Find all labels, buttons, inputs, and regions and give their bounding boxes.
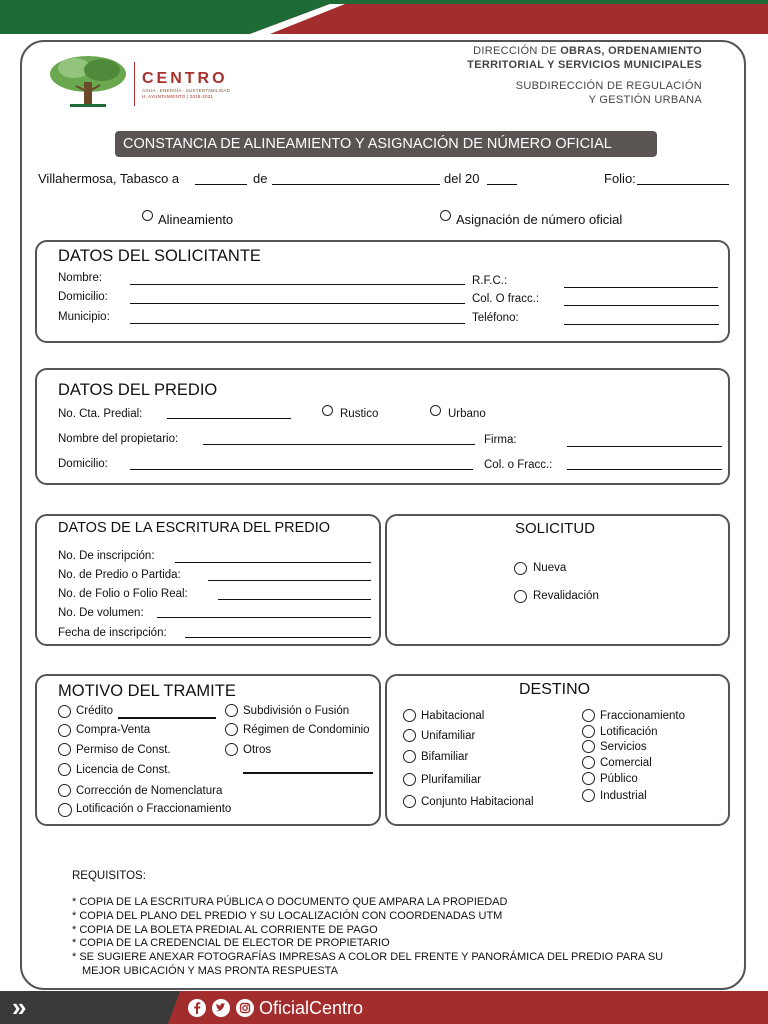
- otros-field[interactable]: [243, 772, 373, 774]
- correccion-label: Corrección de Nomenclatura: [76, 785, 223, 797]
- industrial-label: Industrial: [600, 790, 647, 802]
- cta-predial-field[interactable]: [167, 418, 291, 419]
- lotificacion-label: Lotificación: [600, 726, 658, 738]
- chevrons-icon: »: [12, 992, 27, 1022]
- predio-col-field[interactable]: [567, 469, 722, 470]
- compra-venta-label: Compra-Venta: [76, 724, 151, 736]
- destino-title: DESTINO: [519, 681, 591, 698]
- header-line3: SUBDIRECCIÓN DE REGULACIÓN: [515, 80, 702, 92]
- logo-divider: [134, 62, 135, 106]
- predio-col-label: Col. o Fracc.:: [484, 459, 553, 471]
- predio-domicilio-label: Domicilio:: [58, 458, 108, 470]
- comercial-label: Comercial: [600, 757, 652, 769]
- requisitos-title: REQUISITOS:: [72, 870, 146, 882]
- municipio-label: Municipio:: [58, 311, 110, 323]
- de-label: de: [253, 171, 268, 186]
- requisito-3: * COPIA DE LA BOLETA PREDIAL AL CORRIENTE DE PAGO: [72, 924, 378, 936]
- servicios-radio[interactable]: [582, 740, 595, 753]
- folio-field[interactable]: [637, 184, 729, 185]
- volumen-label: No. De volumen:: [58, 607, 144, 619]
- requisito-5: * SE SUGIERE ANEXAR FOTOGRAFÍAS IMPRESAS A COLOR DEL FRENTE Y PANORÁMICA DEL PREDIO PARA SU: [72, 951, 664, 963]
- col-fracc-field[interactable]: [564, 305, 719, 306]
- revalidacion-radio[interactable]: [514, 590, 527, 603]
- logo-brand: CENTRO: [142, 70, 228, 87]
- nueva-label: Nueva: [533, 562, 567, 574]
- lotificacion-motivo-label: Lotificación o Fraccionamiento: [76, 803, 232, 815]
- correccion-radio[interactable]: [58, 784, 71, 797]
- year-label: del 20: [444, 171, 480, 186]
- inscripcion-field[interactable]: [175, 562, 371, 563]
- plurifamiliar-radio[interactable]: [403, 773, 416, 786]
- requisito-2: * COPIA DEL PLANO DEL PREDIO Y SU LOCALIZACIÓN CON COORDENADAS UTM: [72, 910, 503, 922]
- conjunto-label: Conjunto Habitacional: [421, 796, 534, 808]
- nueva-radio[interactable]: [514, 562, 527, 575]
- solicitante-title: DATOS DEL SOLICITANTE: [58, 247, 261, 265]
- rfc-label: R.F.C.:: [472, 275, 508, 287]
- credito-radio[interactable]: [58, 705, 71, 718]
- bifamiliar-label: Bifamiliar: [421, 751, 469, 763]
- rfc-field[interactable]: [564, 287, 718, 288]
- col-fracc-label: Col. O fracc.:: [472, 293, 540, 305]
- cta-predial-label: No. Cta. Predial:: [58, 408, 143, 420]
- otros-radio[interactable]: [225, 743, 238, 756]
- permiso-label: Permiso de Const.: [76, 744, 171, 756]
- header-line2: TERRITORIAL Y SERVICIOS MUNICIPALES: [467, 59, 702, 71]
- compra-venta-radio[interactable]: [58, 724, 71, 737]
- year-field[interactable]: [487, 184, 517, 185]
- revalidacion-label: Revalidación: [533, 590, 599, 602]
- volumen-field[interactable]: [157, 617, 371, 618]
- folio-real-field[interactable]: [218, 599, 371, 600]
- firma-field[interactable]: [567, 446, 722, 447]
- top-banner: [0, 0, 768, 34]
- social-handle: OficialCentro: [259, 998, 364, 1018]
- regimen-label: Régimen de Condominio: [243, 724, 370, 736]
- partida-label: No. de Predio o Partida:: [58, 569, 181, 581]
- bifamiliar-radio[interactable]: [403, 750, 416, 763]
- unifamiliar-radio[interactable]: [403, 729, 416, 742]
- credito-field[interactable]: [118, 717, 216, 719]
- plurifamiliar-label: Plurifamiliar: [421, 774, 482, 786]
- month-field[interactable]: [272, 184, 440, 185]
- permiso-radio[interactable]: [58, 743, 71, 756]
- folio-real-label: No. de Folio o Folio Real:: [58, 588, 188, 600]
- industrial-radio[interactable]: [582, 789, 595, 802]
- requisito-4: * COPIA DE LA CREDENCIAL DE ELECTOR DE PROPIETARIO: [72, 937, 390, 949]
- urbano-radio[interactable]: [430, 405, 441, 416]
- asignacion-radio[interactable]: [440, 210, 451, 221]
- rustico-radio[interactable]: [322, 405, 333, 416]
- comercial-radio[interactable]: [582, 756, 595, 769]
- fecha-inscripcion-field[interactable]: [185, 637, 371, 638]
- rustico-label: Rustico: [340, 408, 379, 420]
- nombre-field[interactable]: [130, 284, 465, 285]
- nombre-label: Nombre:: [58, 272, 103, 284]
- telefono-label: Teléfono:: [472, 312, 519, 324]
- subdivision-label: Subdivisión o Fusión: [243, 705, 350, 717]
- propietario-label: Nombre del propietario:: [58, 433, 179, 445]
- alineamiento-radio[interactable]: [142, 210, 153, 221]
- city-label: Villahermosa, Tabasco a: [38, 171, 180, 186]
- predio-domicilio-field[interactable]: [130, 469, 473, 470]
- motivo-title: MOTIVO DEL TRAMITE: [58, 682, 236, 700]
- domicilio-label: Domicilio:: [58, 291, 108, 303]
- instagram-icon[interactable]: [236, 999, 254, 1017]
- tree-logo-icon: [46, 52, 130, 110]
- publico-radio[interactable]: [582, 772, 595, 785]
- partida-field[interactable]: [208, 580, 371, 581]
- form-title: CONSTANCIA DE ALINEAMIENTO Y ASIGNACIÓN DE NÚMERO OFICIAL: [115, 131, 657, 157]
- solicitud-title: SOLICITUD: [515, 520, 596, 537]
- licencia-radio[interactable]: [58, 763, 71, 776]
- predio-title: DATOS DEL PREDIO: [58, 381, 218, 399]
- asignacion-label: Asignación de número oficial: [456, 212, 623, 227]
- lotificacion-radio[interactable]: [582, 725, 595, 738]
- alineamiento-label: Alineamiento: [158, 212, 234, 227]
- conjunto-radio[interactable]: [403, 795, 416, 808]
- publico-label: Público: [600, 773, 638, 785]
- habitacional-label: Habitacional: [421, 710, 485, 722]
- subdivision-radio[interactable]: [225, 704, 238, 717]
- telefono-field[interactable]: [564, 324, 719, 325]
- fecha-inscripcion-label: Fecha de inscripción:: [58, 627, 167, 639]
- licencia-label: Licencia de Const.: [76, 764, 171, 776]
- municipio-field[interactable]: [130, 323, 465, 324]
- footer-dark-band: [0, 991, 190, 1024]
- fraccionamiento-label: Fraccionamiento: [600, 710, 686, 722]
- propietario-field[interactable]: [203, 444, 475, 445]
- inscripcion-label: No. De inscripción:: [58, 550, 155, 562]
- facebook-icon[interactable]: [188, 999, 206, 1017]
- unifamiliar-label: Unifamiliar: [421, 730, 476, 742]
- logo-tagline: AGUA · ENERGÍA · SUSTENTABILIDAD: [142, 88, 231, 93]
- header-line1: DIRECCIÓN DE OBRAS, ORDENAMIENTO: [473, 45, 702, 57]
- lotificacion-motivo-radio[interactable]: [58, 803, 72, 817]
- header-line4: Y GESTIÓN URBANA: [588, 94, 702, 106]
- habitacional-radio[interactable]: [403, 709, 416, 722]
- firma-label: Firma:: [484, 434, 517, 446]
- servicios-label: Servicios: [600, 741, 647, 753]
- logo-council: H. AYUNTAMIENTO | 2018-2021: [142, 94, 214, 99]
- regimen-radio[interactable]: [225, 723, 238, 736]
- day-field[interactable]: [195, 184, 247, 185]
- credito-label: Crédito: [76, 705, 114, 717]
- folio-label: Folio:: [604, 171, 636, 186]
- fraccionamiento-radio[interactable]: [582, 709, 595, 722]
- otros-label: Otros: [243, 744, 272, 756]
- twitter-icon[interactable]: [212, 999, 230, 1017]
- domicilio-field[interactable]: [130, 303, 465, 304]
- requisito-1: * COPIA DE LA ESCRITURA PÚBLICA O DOCUMENTO QUE AMPARA LA PROPIEDAD: [72, 896, 508, 908]
- urbano-label: Urbano: [448, 408, 486, 420]
- escritura-title: DATOS DE LA ESCRITURA DEL PREDIO: [58, 520, 331, 536]
- requisito-6: MEJOR UBICACIÓN Y MAS PRONTA RESPUESTA: [82, 965, 338, 977]
